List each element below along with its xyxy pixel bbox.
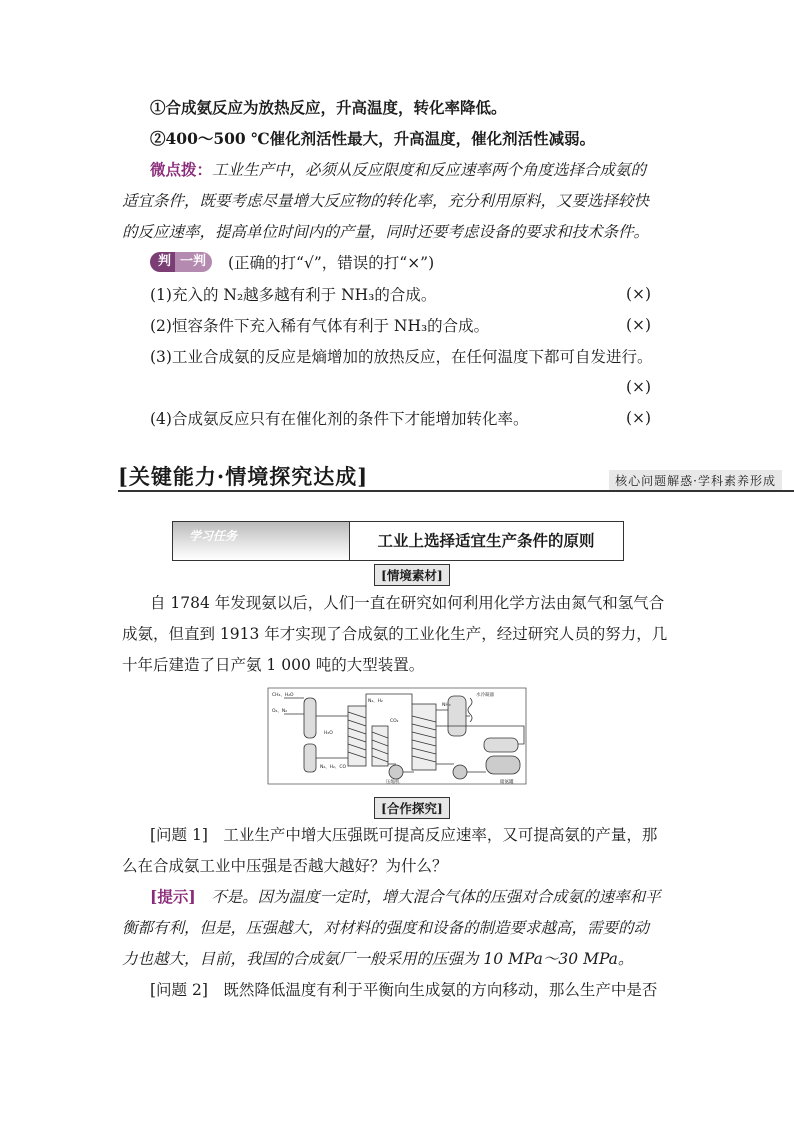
- diagram-label-n2h2co: N₂、H₂、CO: [320, 765, 347, 770]
- question-1-line-1: [问题 1] 工业生产中增大压强既可提高反应速率，又可提高氨的产量，那: [150, 826, 658, 844]
- section-title: [关键能力·情境探究达成]: [118, 464, 369, 489]
- section-divider: [118, 490, 794, 492]
- ammonia-process-diagram: [264, 686, 530, 786]
- material-line-2: 成氨，但直到 1913 年才实现了合成氨的工业化生产，经过研究人员的努力，几: [122, 625, 668, 643]
- judge-item-4: (4)合成氨反应只有在催化剂的条件下才能增加转化率。: [150, 410, 529, 428]
- material-line-3: 十年后建造了日产氨 1 000 吨的大型装置。: [122, 656, 425, 674]
- judge-item-3: (3)工业合成氨的反应是熵增加的放热反应，在任何温度下都可自发进行。: [150, 348, 653, 366]
- diagram-label-h2o: H₂O: [324, 731, 333, 736]
- judge-mark-3: (×): [626, 378, 652, 396]
- section-tag: 核心问题解惑·学科素养形成: [609, 470, 782, 491]
- hint-line-3: 的反应速率，提高单位时间内的产量，同时还要考虑设备的要求和技术条件。: [122, 223, 650, 241]
- task-label: 学习任务: [189, 529, 238, 543]
- diagram-label-compressor: 压缩机: [386, 780, 400, 785]
- judge-mark-2: (×): [626, 316, 652, 334]
- diagram-label-co2: CO₂: [390, 719, 399, 724]
- point-1: ①合成氨反应为放热反应，升高温度，转化率降低。: [150, 98, 507, 117]
- cooperate-label: [合作探究]: [374, 797, 450, 819]
- question-2-line-1: [问题 2] 既然降低温度有利于平衡向生成氨的方向移动，那么生产中是否: [150, 981, 658, 999]
- hint-label: 微点拨：: [150, 160, 213, 179]
- judge-badge: [150, 252, 212, 272]
- tip-label: [提示]: [150, 887, 196, 906]
- task-label-cell: [173, 522, 350, 560]
- judge-item-1: (1)充入的 N₂越多越有利于 NH₃的合成。: [150, 286, 437, 304]
- judge-mark-4: (×): [626, 409, 652, 427]
- judge-badge-left: 判: [158, 254, 172, 269]
- task-title: 工业上选择适宜生产条件的原则: [377, 531, 595, 550]
- tip-line-2: 衡都有利，但是，压强越大，对材料的强度和设备的制造要求越高，需要的动: [122, 919, 650, 937]
- hint-line-1: [150, 160, 646, 180]
- question-1-line-2: 么在合成氨工业中压强是否越大越好？为什么？: [122, 857, 448, 875]
- judge-instruction: (正确的打“√”，错误的打“×”): [228, 254, 435, 272]
- task-box: [172, 521, 624, 561]
- diagram-label-o2n2: O₂、N₂: [272, 709, 288, 714]
- diagram-label-n2h2: N₂、H₂: [368, 699, 383, 704]
- hint-text-1: 工业生产中，必须从反应限度和反应速率两个角度选择合成氨的: [212, 161, 647, 179]
- diagram-label-nh3: NH₃: [442, 703, 451, 708]
- diagram-label-water-cooler: 水冷凝器: [476, 693, 494, 698]
- tip-line-1: [150, 887, 661, 907]
- hint-line-2: 适宜条件，既要考虑尽量增大反应物的转化率，充分利用原料，又要选择较快: [122, 192, 650, 210]
- judge-mark-1: (×): [626, 285, 652, 303]
- tip-line-3: 力也越大，目前，我国的合成氨厂一般采用的压强为 10 MPa～30 MPa。: [122, 950, 634, 968]
- judge-item-2: (2)恒容条件下充入稀有气体有利于 NH₃的合成。: [150, 317, 490, 335]
- point-2: ②400～500 ℃催化剂活性最大，升高温度，催化剂活性减弱。: [150, 129, 596, 148]
- judge-badge-right: 一判: [180, 254, 207, 269]
- diagram-label-ch4: CH₄、H₂O: [272, 693, 294, 698]
- material-label: [情境素材]: [374, 564, 450, 586]
- diagram-label-tank: 储氨罐: [500, 780, 514, 785]
- material-line-1: 自 1784 年发现氨以后，人们一直在研究如何利用化学方法由氮气和氢气合: [150, 594, 665, 612]
- tip-text-1: 不是。因为温度一定时，增大混合气体的压强对合成氨的速率和平: [195, 888, 661, 906]
